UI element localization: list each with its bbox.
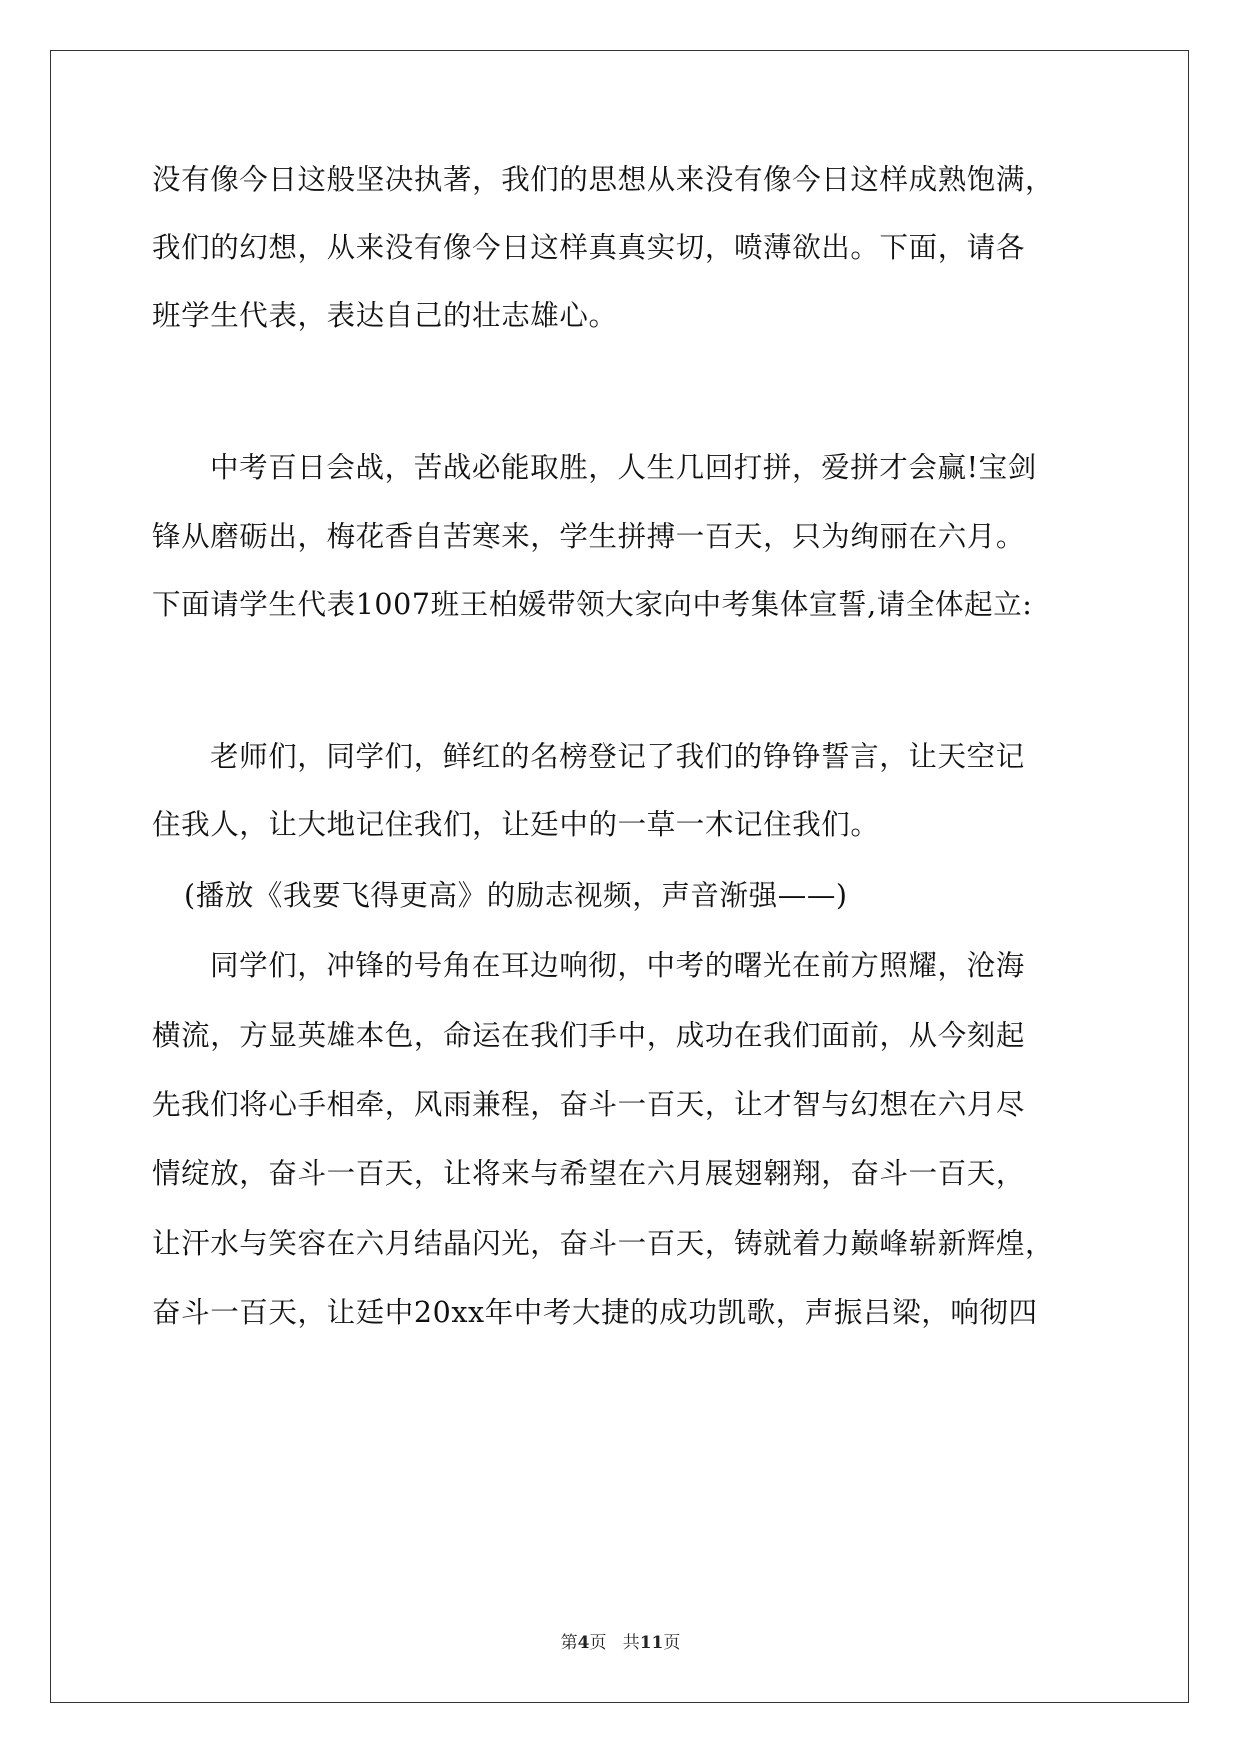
text-line: 住我人，让大地记住我们，让廷中的一草一木记住我们。 [152,808,880,841]
text-line: 老师们，同学们，鲜红的名榜登记了我们的铮铮誓言，让天空记 [210,740,1025,773]
page-number: 4 [577,1633,590,1653]
footer-prefix: 第 [560,1633,578,1653]
footer-total-prefix: 共 [622,1633,640,1653]
footer-page-suffix: 页 [589,1633,607,1653]
text-line: 奋斗一百天，让廷中20xx年中考大捷的成功凯歌，声振吕梁，响彻四 [152,1296,1038,1329]
text-line: 情绽放，奋斗一百天，让将来与希望在六月展翅翱翔，奋斗一百天， [152,1157,1026,1190]
text-line: 锋从磨砺出，梅花香自苦寒来，学生拼搏一百天，只为绚丽在六月。 [152,520,1026,553]
footer-total-suffix: 页 [663,1633,681,1653]
text-line: 下面请学生代表1007班王柏媛带领大家向中考集体宣誓,请全体起立: [152,588,1033,621]
text-line: 横流，方显英雄本色，命运在我们手中，成功在我们面前，从今刻起 [152,1019,1026,1052]
text-line: (播放《我要飞得更高》的励志视频，声音渐强——) [184,879,848,912]
text-line: 没有像今日这般坚决执著，我们的思想从来没有像今日这样成熟饱满， [152,163,1055,196]
page-footer [0,1632,1241,1654]
text-line: 让汗水与笑容在六月结晶闪光，奋斗一百天，铸就着力巅峰崭新辉煌， [152,1227,1055,1260]
total-pages: 11 [639,1633,664,1653]
text-line: 中考百日会战，苦战必能取胜，人生几回打拼，爱拼才会赢!宝剑 [210,451,1037,484]
text-line: 同学们，冲锋的号角在耳边响彻，中考的曙光在前方照耀，沧海 [210,949,1025,982]
text-line: 班学生代表，表达自己的壮志雄心。 [152,299,618,332]
text-line: 先我们将心手相牵，风雨兼程，奋斗一百天，让才智与幻想在六月尽 [152,1088,1026,1121]
text-line: 我们的幻想，从来没有像今日这样真真实切，喷薄欲出。下面，请各 [152,231,1026,264]
